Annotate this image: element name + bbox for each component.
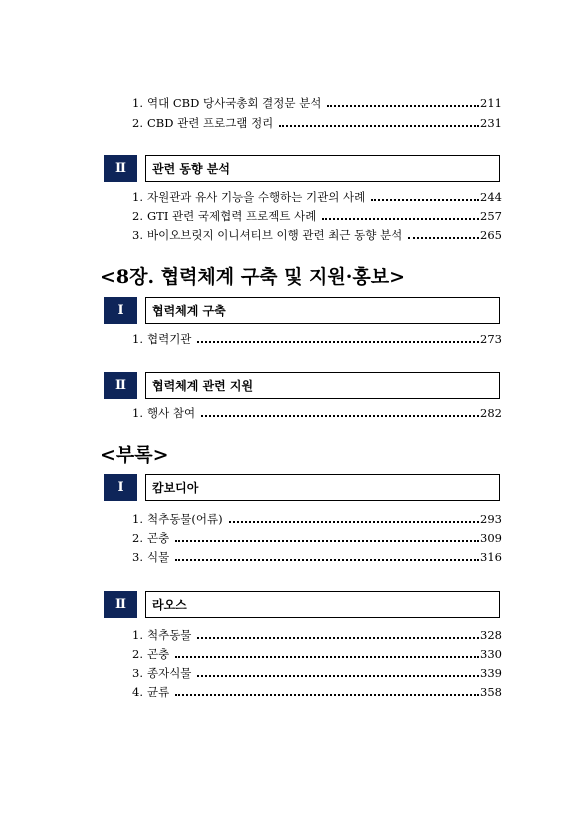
toc-entry[interactable]: [132, 645, 502, 663]
dot-leader: [371, 198, 479, 201]
entry-page: 316: [480, 550, 502, 564]
entry-page: 309: [480, 531, 502, 545]
entry-page: 330: [480, 647, 502, 661]
dot-leader: [197, 674, 479, 677]
section-badge: Ⅱ: [104, 591, 137, 618]
entry-number: 2.: [132, 209, 143, 223]
entry-page: 257: [480, 209, 502, 223]
entry-title: GTI 관련 국제협력 프로젝트 사례: [146, 209, 317, 223]
entry-title: 균류: [146, 685, 170, 699]
dot-leader: [322, 217, 479, 220]
section-header[interactable]: [104, 591, 500, 618]
entry-number: 1.: [132, 332, 143, 346]
section-title: 협력체계 관련 지원: [145, 372, 500, 399]
entry-page: 358: [480, 685, 502, 699]
entry-title: 바이오브릿지 이니셔티브 이행 관련 최근 동향 분석: [146, 228, 403, 242]
toc-entry[interactable]: [132, 226, 502, 244]
dot-leader: [175, 655, 479, 658]
entry-number: 1.: [132, 190, 143, 204]
dot-leader: [229, 520, 479, 523]
entry-number: 2.: [132, 647, 143, 661]
appendix-heading: <부록>: [100, 444, 169, 466]
toc-entry[interactable]: [132, 94, 502, 112]
section-title: 관련 동향 분석: [145, 155, 500, 182]
toc-entry[interactable]: [132, 683, 502, 701]
entry-number: 4.: [132, 685, 143, 699]
section-badge: Ⅱ: [104, 372, 137, 399]
entry-title: 척추동물(어류): [146, 512, 223, 526]
section-title: 협력체계 구축: [145, 297, 500, 324]
entry-title: 자원관과 유사 기능을 수행하는 기관의 사례: [146, 190, 366, 204]
entry-number: 2.: [132, 116, 143, 130]
entry-title: 곤충: [146, 647, 170, 661]
section-header[interactable]: [104, 297, 500, 324]
section-badge: Ⅰ: [104, 297, 137, 324]
dot-leader: [327, 104, 479, 107]
toc-entry[interactable]: [132, 207, 502, 225]
entry-page: 211: [480, 96, 502, 110]
dot-leader: [197, 636, 479, 639]
entry-title: 척추동물: [146, 628, 192, 642]
entry-number: 3.: [132, 666, 143, 680]
section-badge: Ⅰ: [104, 474, 137, 501]
section-badge: Ⅱ: [104, 155, 137, 182]
entry-title: 곤충: [146, 531, 170, 545]
toc-entry[interactable]: [132, 510, 502, 528]
entry-title: 역대 CBD 당사국총회 결정문 분석: [146, 96, 322, 110]
toc-entry[interactable]: [132, 626, 502, 644]
section-header[interactable]: [104, 474, 500, 501]
entry-page: 282: [480, 406, 502, 420]
dot-leader: [197, 340, 479, 343]
toc-entry[interactable]: [132, 330, 502, 348]
section-header[interactable]: [104, 155, 500, 182]
section-header[interactable]: [104, 372, 500, 399]
dot-leader: [408, 236, 479, 239]
toc-entry[interactable]: [132, 529, 502, 547]
entry-page: 328: [480, 628, 502, 642]
entry-title: CBD 관련 프로그램 정리: [146, 116, 274, 130]
entry-number: 2.: [132, 531, 143, 545]
entry-page: 339: [480, 666, 502, 680]
section-title: 라오스: [145, 591, 500, 618]
entry-number: 3.: [132, 228, 143, 242]
entry-title: 협력기관: [146, 332, 192, 346]
toc-entry[interactable]: [132, 404, 502, 422]
toc-entry[interactable]: [132, 114, 502, 132]
entry-number: 3.: [132, 550, 143, 564]
entry-number: 1.: [132, 406, 143, 420]
toc-entry[interactable]: [132, 664, 502, 682]
dot-leader: [175, 539, 479, 542]
entry-number: 1.: [132, 512, 143, 526]
dot-leader: [175, 693, 479, 696]
entry-page: 231: [480, 116, 502, 130]
entry-number: 1.: [132, 628, 143, 642]
entry-title: 종자식물: [146, 666, 192, 680]
toc-entry[interactable]: [132, 188, 502, 206]
entry-number: 1.: [132, 96, 143, 110]
chapter-heading: <8장. 협력체계 구축 및 지원·홍보>: [100, 266, 405, 288]
dot-leader: [201, 414, 479, 417]
entry-page: 265: [480, 228, 502, 242]
toc-entry[interactable]: [132, 548, 502, 566]
entry-page: 293: [480, 512, 502, 526]
entry-title: 행사 참여: [146, 406, 196, 420]
section-title: 캄보디아: [145, 474, 500, 501]
entry-page: 273: [480, 332, 502, 346]
dot-leader: [175, 558, 479, 561]
entry-page: 244: [480, 190, 502, 204]
dot-leader: [279, 124, 479, 127]
entry-title: 식물: [146, 550, 170, 564]
